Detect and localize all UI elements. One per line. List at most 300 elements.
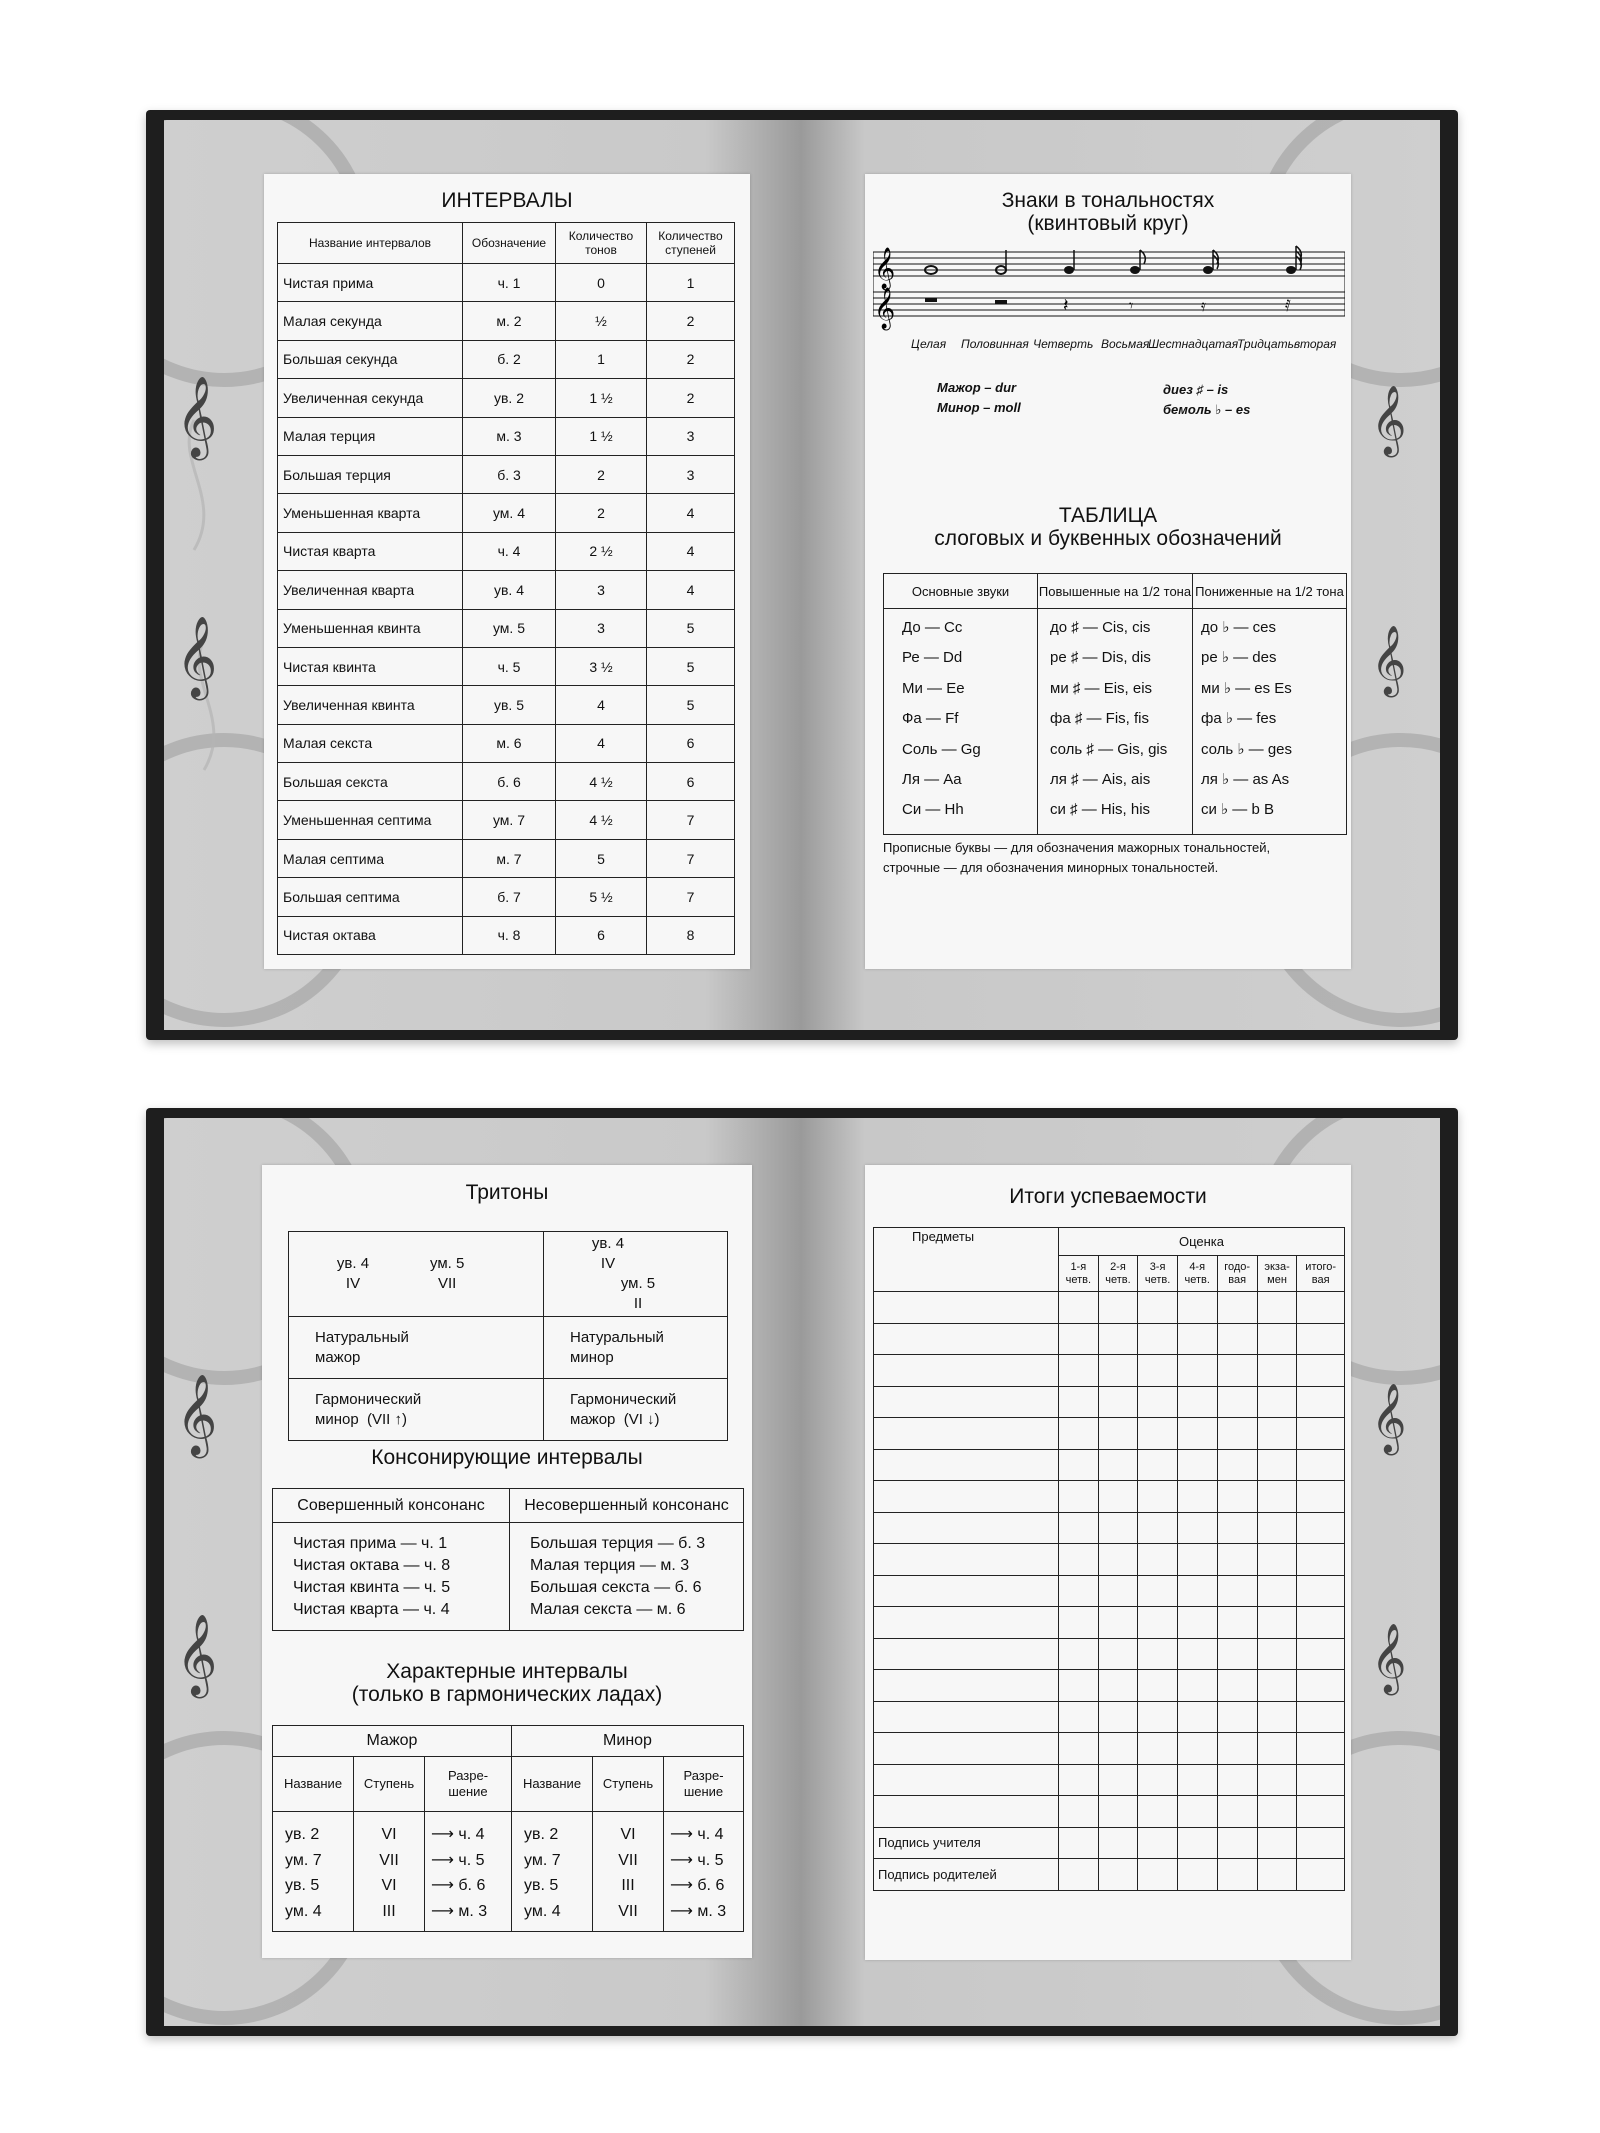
signature-cell[interactable]: [1257, 1859, 1297, 1891]
grade-col-header: 2-я четв.: [1098, 1256, 1138, 1292]
signature-cell[interactable]: [1138, 1859, 1178, 1891]
grade-cell[interactable]: [1177, 1733, 1217, 1765]
perfect-interval: Чистая кварта — ч. 4: [293, 1601, 450, 1618]
grade-cell[interactable]: [1098, 1449, 1138, 1481]
grade-cell[interactable]: [1217, 1418, 1257, 1450]
grade-cell[interactable]: [1257, 1292, 1297, 1324]
subject-cell[interactable]: [874, 1670, 1059, 1702]
basic-sound: Ми — Ee: [902, 679, 965, 697]
interval-row: [278, 532, 735, 570]
interval-row: [278, 609, 735, 647]
grade-cell[interactable]: [1297, 1481, 1345, 1513]
major-resolution: б. 6: [458, 1877, 486, 1894]
grade-cell[interactable]: [1177, 1796, 1217, 1828]
interval-steps: 6: [647, 724, 735, 762]
grade-cell[interactable]: [1177, 1292, 1217, 1324]
grade-col-header: 1-я четв.: [1059, 1256, 1099, 1292]
signature-cell[interactable]: [1098, 1859, 1138, 1891]
grade-cell[interactable]: [1138, 1386, 1178, 1418]
subject-cell[interactable]: [874, 1733, 1059, 1765]
grade-cell[interactable]: [1297, 1418, 1345, 1450]
grade-cell[interactable]: [1257, 1796, 1297, 1828]
grade-cell[interactable]: [1177, 1323, 1217, 1355]
grade-cell[interactable]: [1297, 1292, 1345, 1324]
tritone-natural-minor: Натуральный минор: [544, 1317, 728, 1379]
grade-cell[interactable]: [1059, 1796, 1099, 1828]
grade-cell[interactable]: [1059, 1764, 1099, 1796]
subject-cell[interactable]: [874, 1575, 1059, 1607]
perfect-interval: Чистая октава — ч. 8: [293, 1557, 451, 1574]
arrow-right-icon: ⟶: [431, 1851, 459, 1869]
mode-major: Мажор – dur: [937, 380, 1017, 395]
consonant-title: Консонирующие интервалы: [371, 1446, 643, 1469]
minor-interval-name: ум. 4: [524, 1902, 561, 1920]
lowered-sound: си ♭ — b B: [1201, 801, 1274, 819]
minor-resolution: м. 3: [697, 1902, 727, 1920]
imperfect-interval: Малая секста — м. 6: [530, 1601, 686, 1618]
interval-steps: 7: [647, 839, 735, 877]
subject-cell[interactable]: [874, 1449, 1059, 1481]
subject-cell[interactable]: [874, 1607, 1059, 1639]
grade-cell[interactable]: [1257, 1386, 1297, 1418]
grade-cell[interactable]: [1217, 1575, 1257, 1607]
signature-cell[interactable]: [1177, 1827, 1217, 1859]
minor-interval-step: III: [621, 1877, 635, 1894]
grade-cell[interactable]: [1098, 1638, 1138, 1670]
grade-cell[interactable]: [1177, 1481, 1217, 1513]
major-interval-name: ув. 2: [285, 1826, 320, 1843]
interval-name: Увеличенная кварта: [278, 571, 463, 609]
imperfect-interval: Большая терция — б. 3: [530, 1535, 706, 1552]
interval-symbol: ум. 7: [463, 801, 556, 839]
grade-cell[interactable]: [1098, 1670, 1138, 1702]
grade-cell[interactable]: [1217, 1481, 1257, 1513]
grade-cell[interactable]: [1177, 1575, 1217, 1607]
basic-sound: До — Cc: [902, 619, 963, 636]
interval-row: [278, 571, 735, 609]
minor-interval-step: VII: [618, 1851, 638, 1869]
grade-cell[interactable]: [1177, 1544, 1217, 1576]
major-interval-step: VI: [381, 1877, 397, 1894]
grade-cell[interactable]: [1098, 1544, 1138, 1576]
minor-col-res: Разре- шение: [664, 1757, 744, 1812]
grade-cell[interactable]: [1138, 1481, 1178, 1513]
syllables-title: [865, 504, 1351, 550]
interval-row: [278, 763, 735, 801]
characteristic-title: [262, 1660, 752, 1706]
grade-cell[interactable]: [1217, 1355, 1257, 1387]
grade-cell[interactable]: [1098, 1418, 1138, 1450]
subject-cell[interactable]: [874, 1418, 1059, 1450]
grade-cell[interactable]: [1177, 1670, 1217, 1702]
grade-cell[interactable]: [1177, 1512, 1217, 1544]
interval-steps: 5: [647, 686, 735, 724]
minor-resolution-row: [670, 1873, 743, 1899]
interval-symbol: м. 2: [463, 302, 556, 340]
interval-symbol: б. 6: [463, 763, 556, 801]
signature-cell[interactable]: [1098, 1827, 1138, 1859]
grade-cell[interactable]: [1177, 1607, 1217, 1639]
grade-cell[interactable]: [1138, 1355, 1178, 1387]
grade-cell[interactable]: [1059, 1449, 1099, 1481]
grade-cell[interactable]: [1217, 1796, 1257, 1828]
minor-interval-step: VII: [618, 1902, 638, 1920]
tritone-minor-intervals: [544, 1232, 728, 1317]
interval-symbol: м. 6: [463, 724, 556, 762]
grade-cell[interactable]: [1098, 1355, 1138, 1387]
subject-cell[interactable]: [874, 1323, 1059, 1355]
tritone-harmonic-major: Гармонический мажор (VI ↓): [544, 1379, 728, 1441]
grade-cell[interactable]: [1098, 1764, 1138, 1796]
interval-tones: 3: [556, 571, 647, 609]
interval-steps: 4: [647, 571, 735, 609]
grade-cell[interactable]: [1098, 1607, 1138, 1639]
grade-cell[interactable]: [1098, 1481, 1138, 1513]
grade-cell[interactable]: [1297, 1607, 1345, 1639]
grade-cell[interactable]: [1138, 1701, 1178, 1733]
signature-cell[interactable]: [1257, 1827, 1297, 1859]
grade-cell[interactable]: [1217, 1323, 1257, 1355]
interval-tones: 5: [556, 839, 647, 877]
imperfect-consonance-list: [510, 1523, 744, 1631]
grade-cell[interactable]: [1177, 1449, 1217, 1481]
subject-cell[interactable]: [874, 1796, 1059, 1828]
interval-steps: 2: [647, 302, 735, 340]
grade-cell[interactable]: [1138, 1607, 1178, 1639]
interval-symbol: б. 2: [463, 340, 556, 378]
minor-interval-name: ум. 7: [524, 1851, 561, 1869]
interval-steps: 5: [647, 609, 735, 647]
grade-cell[interactable]: [1297, 1764, 1345, 1796]
grade-cell[interactable]: [1138, 1418, 1178, 1450]
major-interval-name: ув. 5: [285, 1877, 320, 1894]
duration-half: Половинная: [961, 337, 1029, 351]
grade-cell[interactable]: [1138, 1638, 1178, 1670]
grades-table: [873, 1227, 1345, 1891]
signature-cell[interactable]: [1177, 1859, 1217, 1891]
svg-text:𝄾: 𝄾: [1129, 296, 1134, 315]
svg-text:𝄞: 𝄞: [1371, 385, 1407, 455]
grade-cell[interactable]: [1098, 1292, 1138, 1324]
subject-cell[interactable]: [874, 1638, 1059, 1670]
subject-cell[interactable]: [874, 1764, 1059, 1796]
grade-cell[interactable]: [1059, 1638, 1099, 1670]
note-durations-staff: [873, 244, 1345, 336]
minor-res-cell: [664, 1812, 744, 1932]
basic-sound: Ля — Aa: [902, 771, 962, 789]
interval-tones: 2 ½: [556, 532, 647, 570]
grade-cell[interactable]: [1217, 1544, 1257, 1576]
grade-cell[interactable]: [1177, 1764, 1217, 1796]
arrow-right-icon: ⟶: [670, 1902, 698, 1920]
signature-cell[interactable]: [1059, 1827, 1099, 1859]
minor-interval-name: ув. 5: [524, 1877, 559, 1894]
svg-text:𝄿: 𝄿: [1201, 296, 1206, 315]
grade-row: [874, 1323, 1345, 1355]
grade-col-header: экза- мен: [1257, 1256, 1297, 1292]
book-spread-top: [146, 110, 1458, 1040]
major-resolution-row: [431, 1822, 511, 1848]
grade-cell[interactable]: [1297, 1733, 1345, 1765]
tritone-minor-right: ум. 5 II: [620, 1275, 656, 1312]
grade-cell[interactable]: [1177, 1638, 1217, 1670]
interval-steps: 2: [647, 340, 735, 378]
grade-cell[interactable]: [1217, 1386, 1257, 1418]
grade-cell[interactable]: [1059, 1292, 1099, 1324]
major-res-cell: [425, 1812, 512, 1932]
grade-cell[interactable]: [1059, 1481, 1099, 1513]
tritone-minor-left: ув. 4 IV: [591, 1235, 625, 1272]
grade-cell[interactable]: [1217, 1670, 1257, 1702]
interval-row: [278, 878, 735, 916]
svg-text:𝄞: 𝄞: [176, 615, 218, 697]
interval-steps: 8: [647, 916, 735, 954]
grade-cell[interactable]: [1059, 1607, 1099, 1639]
signature-cell[interactable]: [1138, 1827, 1178, 1859]
grade-cell[interactable]: [1138, 1733, 1178, 1765]
svg-text:𝅀: 𝅀: [1285, 296, 1291, 315]
major-steps-cell: [354, 1812, 425, 1932]
grade-cell[interactable]: [1217, 1733, 1257, 1765]
grade-cell[interactable]: [1217, 1292, 1257, 1324]
raised-sound: ля ♯ — Ais, ais: [1050, 771, 1151, 789]
grade-cell[interactable]: [1297, 1638, 1345, 1670]
interval-steps: 3: [647, 417, 735, 455]
sharp-label: диез ♯ – is: [1163, 382, 1229, 397]
major-resolution: ч. 5: [458, 1851, 485, 1869]
grade-cell[interactable]: [1297, 1512, 1345, 1544]
grade-cell[interactable]: [1177, 1701, 1217, 1733]
interval-tones: 0: [556, 264, 647, 302]
grade-cell[interactable]: [1059, 1575, 1099, 1607]
signature-cell[interactable]: [1217, 1859, 1257, 1891]
grade-cell[interactable]: [1257, 1701, 1297, 1733]
grade-cell[interactable]: [1177, 1355, 1217, 1387]
characteristic-title-line2: (только в гармонических ладах): [351, 1683, 663, 1706]
interval-name: Чистая октава: [278, 916, 463, 954]
subject-cell[interactable]: [874, 1292, 1059, 1324]
minor-resolution-row: [670, 1848, 743, 1874]
imperfect-interval: Малая терция — м. 3: [530, 1557, 690, 1574]
grade-cell[interactable]: [1297, 1544, 1345, 1576]
grade-cell[interactable]: [1257, 1449, 1297, 1481]
duration-quarter: Четверть: [1033, 337, 1094, 351]
signature-cell[interactable]: [1217, 1827, 1257, 1859]
grade-cell[interactable]: [1217, 1638, 1257, 1670]
grade-cell[interactable]: [1098, 1796, 1138, 1828]
grade-cell[interactable]: [1098, 1323, 1138, 1355]
lowered-sound: фа ♭ — fes: [1201, 710, 1277, 728]
grade-cell[interactable]: [1297, 1670, 1345, 1702]
grade-cell[interactable]: [1098, 1386, 1138, 1418]
subject-cell[interactable]: [874, 1544, 1059, 1576]
major-resolution-row: [431, 1848, 511, 1874]
grade-cell[interactable]: [1138, 1512, 1178, 1544]
subject-cell[interactable]: [874, 1355, 1059, 1387]
interval-symbol: ум. 4: [463, 494, 556, 532]
interval-steps: 5: [647, 647, 735, 685]
grade-cell[interactable]: [1098, 1575, 1138, 1607]
grade-cell[interactable]: [1059, 1355, 1099, 1387]
grade-cell[interactable]: [1257, 1638, 1297, 1670]
grade-cell[interactable]: [1138, 1544, 1178, 1576]
minor-steps-cell: [593, 1812, 664, 1932]
interval-symbol: б. 7: [463, 878, 556, 916]
interval-name: Малая септима: [278, 839, 463, 877]
grade-row: [874, 1670, 1345, 1702]
grade-row: [874, 1638, 1345, 1670]
grade-cell[interactable]: [1217, 1701, 1257, 1733]
interval-steps: 7: [647, 878, 735, 916]
grade-col-header: годо- вая: [1217, 1256, 1257, 1292]
grade-cell[interactable]: [1257, 1733, 1297, 1765]
grade-cell[interactable]: [1257, 1575, 1297, 1607]
grade-row: [874, 1764, 1345, 1796]
grade-cell[interactable]: [1297, 1386, 1345, 1418]
duration-thirtysecond: Тридцатьвторая: [1237, 337, 1337, 351]
book-spread-bottom: [146, 1108, 1458, 2036]
grade-cell[interactable]: [1059, 1701, 1099, 1733]
signature-cell[interactable]: [1059, 1859, 1099, 1891]
interval-tones: 1: [556, 340, 647, 378]
svg-text:𝄞: 𝄞: [1371, 1623, 1407, 1693]
perfect-interval: Чистая прима — ч. 1: [293, 1535, 448, 1552]
grade-cell[interactable]: [1059, 1544, 1099, 1576]
minor-header: Минор: [512, 1726, 744, 1757]
grade-cell[interactable]: [1217, 1607, 1257, 1639]
grade-cell[interactable]: [1297, 1323, 1345, 1355]
subject-cell[interactable]: [874, 1386, 1059, 1418]
minor-col-step: Ступень: [593, 1757, 664, 1812]
grade-cell[interactable]: [1257, 1764, 1297, 1796]
interval-row: [278, 264, 735, 302]
basic-sound: Си — Hh: [902, 801, 964, 819]
grade-cell[interactable]: [1297, 1355, 1345, 1387]
grade-cell[interactable]: [1138, 1764, 1178, 1796]
grade-row: [874, 1512, 1345, 1544]
grade-cell[interactable]: [1217, 1449, 1257, 1481]
syllables-title-line2: слоговых и буквенных обозначений: [934, 527, 1282, 550]
interval-steps: 7: [647, 801, 735, 839]
svg-text:𝄞: 𝄞: [176, 375, 218, 457]
subject-cell[interactable]: [874, 1481, 1059, 1513]
interval-tones: 1 ½: [556, 417, 647, 455]
duration-whole: Целая: [911, 337, 947, 351]
minor-col-name: Название: [512, 1757, 593, 1812]
basic-sound: Фа — Ff: [902, 710, 959, 728]
grade-cell[interactable]: [1257, 1418, 1297, 1450]
svg-text:𝄞: 𝄞: [874, 288, 896, 329]
grade-cell[interactable]: [1217, 1512, 1257, 1544]
interval-symbol: ч. 1: [463, 264, 556, 302]
interval-name: Малая секста: [278, 724, 463, 762]
grade-cell[interactable]: [1257, 1512, 1297, 1544]
signature-cell[interactable]: [1297, 1827, 1345, 1859]
grade-cell[interactable]: [1059, 1670, 1099, 1702]
interval-tones: 5 ½: [556, 878, 647, 916]
grade-cell[interactable]: [1177, 1418, 1217, 1450]
lowered-sounds-cell: [1193, 609, 1347, 835]
grade-cell[interactable]: [1138, 1449, 1178, 1481]
interval-tones: 3: [556, 609, 647, 647]
interval-symbol: ув. 2: [463, 379, 556, 417]
minor-interval-name: ув. 2: [524, 1826, 559, 1843]
basic-sounds-cell: [884, 609, 1038, 835]
lowered-sound: соль ♭ — ges: [1201, 740, 1293, 758]
tritone-major-left: ув. 4 IV: [336, 1255, 370, 1292]
grade-row: [874, 1575, 1345, 1607]
arrow-right-icon: ⟶: [670, 1877, 698, 1894]
raised-sound: фа ♯ — Fis, fis: [1050, 710, 1150, 728]
grade-cell[interactable]: [1257, 1355, 1297, 1387]
grade-cell[interactable]: [1138, 1323, 1178, 1355]
grade-cell[interactable]: [1297, 1575, 1345, 1607]
interval-name: Малая секунда: [278, 302, 463, 340]
major-resolution-row: [431, 1899, 511, 1925]
signature-cell[interactable]: [1297, 1859, 1345, 1891]
subject-cell[interactable]: [874, 1701, 1059, 1733]
grade-cell[interactable]: [1257, 1607, 1297, 1639]
grade-cell[interactable]: [1297, 1796, 1345, 1828]
grade-cell[interactable]: [1297, 1701, 1345, 1733]
minor-resolution-row: [670, 1899, 743, 1925]
interval-name: Большая септима: [278, 878, 463, 916]
flat-label: бемоль ♭ – es: [1163, 402, 1251, 417]
interval-tones: 4: [556, 686, 647, 724]
grade-cell[interactable]: [1217, 1764, 1257, 1796]
grade-cell[interactable]: [1257, 1323, 1297, 1355]
grade-cell[interactable]: [1297, 1449, 1345, 1481]
grade-cell[interactable]: [1257, 1670, 1297, 1702]
interval-row: [278, 686, 735, 724]
grade-cell[interactable]: [1059, 1418, 1099, 1450]
grade-cell[interactable]: [1138, 1575, 1178, 1607]
interval-symbol: ум. 5: [463, 609, 556, 647]
signature-row: [874, 1827, 1345, 1859]
grade-cell[interactable]: [1138, 1670, 1178, 1702]
interval-tones: ½: [556, 302, 647, 340]
grade-cell[interactable]: [1138, 1796, 1178, 1828]
col-name-header: Название интервалов: [278, 223, 463, 264]
grade-cell[interactable]: [1059, 1386, 1099, 1418]
major-interval-name: ум. 4: [285, 1902, 322, 1920]
interval-steps: 6: [647, 763, 735, 801]
grade-cell[interactable]: [1138, 1292, 1178, 1324]
raised-sound: ре ♯ — Dis, dis: [1050, 649, 1151, 667]
grade-row: [874, 1733, 1345, 1765]
arrow-right-icon: ⟶: [670, 1826, 698, 1843]
consonant-table: [272, 1488, 744, 1631]
interval-name: Чистая квинта: [278, 647, 463, 685]
lowered-sound: ля ♭ — as As: [1201, 771, 1290, 789]
grade-row: [874, 1701, 1345, 1733]
col-basic-header: Основные звуки: [884, 574, 1038, 609]
major-resolution: м. 3: [458, 1902, 488, 1920]
grade-cell[interactable]: [1059, 1512, 1099, 1544]
interval-symbol: ч. 4: [463, 532, 556, 570]
grade-cell[interactable]: [1177, 1386, 1217, 1418]
grade-cell[interactable]: [1098, 1512, 1138, 1544]
grade-row: [874, 1355, 1345, 1387]
grade-cell[interactable]: [1257, 1544, 1297, 1576]
subject-cell[interactable]: [874, 1512, 1059, 1544]
grade-cell[interactable]: [1059, 1733, 1099, 1765]
grade-cell[interactable]: [1098, 1733, 1138, 1765]
grade-cell[interactable]: [1257, 1481, 1297, 1513]
grade-cell[interactable]: [1098, 1701, 1138, 1733]
interval-symbol: м. 3: [463, 417, 556, 455]
grade-cell[interactable]: [1059, 1323, 1099, 1355]
